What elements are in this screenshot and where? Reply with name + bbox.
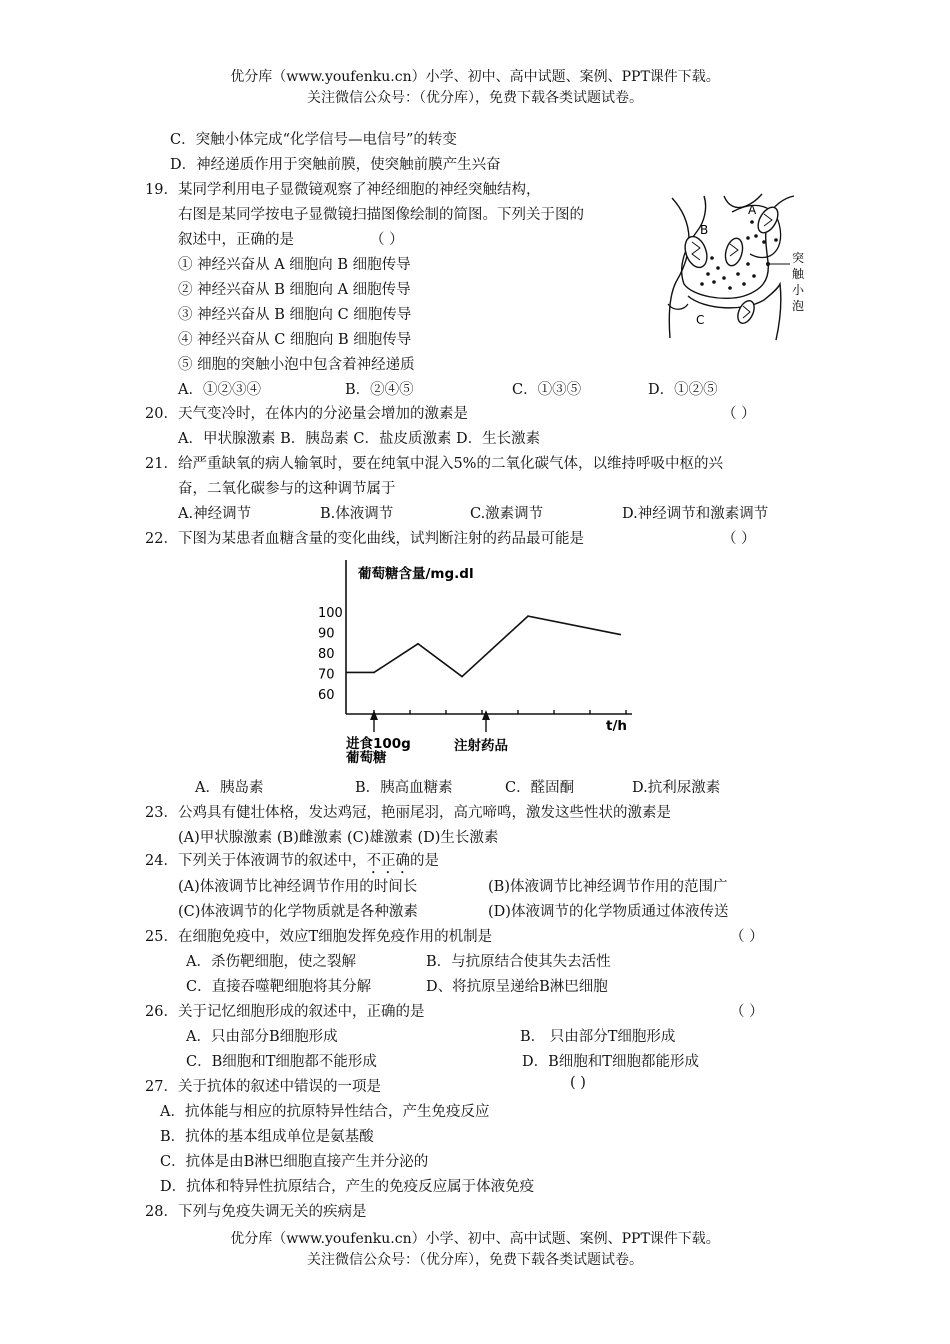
- data-point: [461, 676, 463, 678]
- header-line-1: 优分库（www.youfenku.cn）小学、初中、高中试题、案例、PPT课件下载。: [230, 69, 720, 85]
- q19-stem-3: 叙述中，正确的是: [178, 232, 294, 248]
- q28-stem: 28．下列与免疫失调无关的疾病是: [145, 1204, 367, 1220]
- q19-stem-2: 右图是某同学按电子显微镜扫描图像绘制的简图。下列关于图的: [178, 207, 584, 223]
- q26-option-a: A．只由部分B细胞形成: [186, 1029, 338, 1045]
- q19-option-b: B．②④⑤: [345, 382, 414, 398]
- q19-option-a: A．①②③④: [178, 382, 261, 398]
- q24-stem-part-1: 24．下列关于体液调节的叙述中，: [145, 853, 367, 869]
- q27-option-c: C．抗体是由B淋巴细胞直接产生并分泌的: [160, 1154, 429, 1170]
- q27-answer-paren: ( ): [570, 1075, 586, 1091]
- q19-statement-3: ③ 神经兴奋从 B 细胞向 C 细胞传导: [178, 307, 412, 323]
- q19-stem-1: 19．某同学利用电子显微镜观察了神经细胞的神经突触结构，: [145, 182, 541, 198]
- chart-xlabel: t/h: [606, 718, 627, 734]
- q20-stem: 20．天气变冷时，在体内的分泌量会增加的激素是: [145, 406, 468, 422]
- q26-option-c: C．B细胞和T细胞都不能形成: [186, 1054, 377, 1070]
- y-tick-label: 90: [318, 626, 335, 642]
- q27-option-b: B．抗体的基本组成单位是氨基酸: [160, 1129, 374, 1145]
- footer-line-2: 关注微信公众号：（优分库），免费下载各类试题试卷。: [307, 1252, 643, 1268]
- data-point: [373, 672, 375, 674]
- header-line-2: 关注微信公众号：（优分库），免费下载各类试题试卷。: [307, 90, 643, 106]
- q21-option-b: B.体液调节: [320, 506, 394, 522]
- q25-answer-paren: （ ）: [730, 929, 764, 945]
- q21-option-c: C.激素调节: [470, 506, 544, 522]
- data-point: [527, 615, 529, 617]
- q20-answer-paren: （ ）: [722, 406, 756, 422]
- y-tick-label: 80: [318, 647, 335, 662]
- annotation-eat: 进食100g: [346, 736, 411, 752]
- q25-option-d: D、将抗原呈递给B淋巴细胞: [426, 979, 608, 995]
- q22-answer-paren: （ ）: [722, 531, 756, 547]
- q24-option-a: (A)体液调节比神经调节作用的时间长: [178, 879, 418, 895]
- chart-ylabel: 葡萄糖含量/mg.dl: [358, 566, 474, 582]
- q21-stem-1: 21．给严重缺氧的病人输氧时，要在纯氧中混入5%的二氧化碳气体，以维持呼吸中枢的兴: [145, 456, 723, 472]
- q18-option-d: D．神经递质作用于突触前膜，使突触前膜产生兴奋: [170, 157, 501, 173]
- synapse-diagram: [664, 192, 814, 342]
- q22-option-c: C．醛固酮: [505, 780, 575, 796]
- annotation-glucose: 葡萄糖: [346, 750, 387, 764]
- q19-answer-paren: （ ）: [370, 232, 404, 248]
- q19-statement-4: ④ 神经兴奋从 C 细胞向 B 细胞传导: [178, 332, 412, 348]
- q24-stem: [145, 849, 439, 877]
- glucose-series-line: [346, 616, 620, 676]
- q27-option-d: D．抗体和特异性抗原结合，产生的免疫反应属于体液免疫: [160, 1179, 535, 1195]
- data-point: [620, 634, 622, 636]
- q22-option-a: A．胰岛素: [195, 780, 264, 796]
- q21-option-d: D.神经调节和激素调节: [622, 506, 769, 522]
- q24-option-c: (C)体液调节的化学物质就是各种激素: [178, 904, 418, 920]
- q21-option-a: A.神经调节: [178, 506, 252, 522]
- q23-stem: 23．公鸡具有健壮体格，发达鸡冠，艳丽尾羽，高亢啼鸣，激发这些性状的激素是: [145, 805, 671, 821]
- synapse-label-c: C: [696, 313, 705, 327]
- q22-stem: 22．下图为某患者血糖含量的变化曲线，试判断注射的药品最可能是: [145, 531, 584, 547]
- vesicle-label-2: 触: [792, 267, 805, 281]
- q27-option-a: A．抗体能与相应的抗原特异性结合，产生免疫反应: [160, 1104, 490, 1120]
- q26-answer-paren: （ ）: [730, 1004, 764, 1020]
- q25-option-c: C．直接吞噬靶细胞将其分解: [186, 979, 372, 995]
- q25-stem: 25．在细胞免疫中，效应T细胞发挥免疫作用的机制是: [145, 929, 493, 945]
- y-tick-label: 70: [318, 667, 335, 683]
- q26-option-d: D．B细胞和T细胞都能形成: [522, 1054, 699, 1070]
- q24-option-b: (B)体液调节比神经调节作用的范围广: [488, 879, 728, 895]
- q24-stem-emphasis: 不正确: [366, 853, 410, 869]
- q19-statement-1: ① 神经兴奋从 A 细胞向 B 细胞传导: [178, 257, 411, 273]
- q19-option-d: D．①②⑤: [648, 382, 718, 398]
- q26-stem: 26．关于记忆细胞形成的叙述中，正确的是: [145, 1004, 425, 1020]
- synapse-label-b: B: [700, 223, 709, 237]
- q24-stem-part-3: 的是: [409, 853, 439, 869]
- event-arrowhead-inject: [482, 710, 490, 720]
- vesicle-label-1: 突: [792, 251, 805, 265]
- q19-statement-2: ② 神经兴奋从 B 细胞向 A 细胞传导: [178, 282, 411, 298]
- q27-stem: 27．关于抗体的叙述中错误的一项是: [145, 1079, 381, 1095]
- event-arrowhead-eat: [370, 710, 378, 720]
- y-tick-label: 60: [318, 688, 335, 703]
- q19-statement-5: ⑤ 细胞的突触小泡中包含着神经递质: [178, 357, 415, 373]
- y-tick-label: 100: [318, 606, 343, 621]
- q22-option-b: B．胰高血糖素: [355, 780, 453, 796]
- annotation-inject: 注射药品: [454, 738, 508, 754]
- q18-option-c: C．突触小体完成“化学信号—电信号”的转变: [170, 132, 457, 148]
- q22-option-d: D.抗利尿激素: [632, 780, 721, 796]
- q19-option-c: C．①③⑤: [512, 382, 582, 398]
- q25-option-b: B．与抗原结合使其失去活性: [426, 954, 611, 970]
- synapse-label-a: A: [748, 203, 757, 217]
- q23-options: (A)甲状腺激素 (B)雌激素 (C)雄激素 (D)生长激素: [178, 830, 499, 846]
- vesicle-label-4: 泡: [792, 299, 805, 313]
- q24-option-d: (D)体液调节的化学物质通过体液传送: [488, 904, 729, 920]
- q26-option-b: B． 只由部分T细胞形成: [520, 1029, 676, 1045]
- vesicle-label-3: 小: [792, 283, 805, 297]
- data-point: [417, 643, 419, 645]
- glucose-chart: [310, 552, 650, 764]
- q25-option-a: A．杀伤靶细胞，使之裂解: [186, 954, 356, 970]
- footer-line-1: 优分库（www.youfenku.cn）小学、初中、高中试题、案例、PPT课件下载。: [230, 1231, 720, 1247]
- q20-options: A．甲状腺激素 B．胰岛素 C．盐皮质激素 D．生长激素: [178, 431, 541, 447]
- q21-stem-2: 奋，二氧化碳参与的这种调节属于: [178, 481, 396, 497]
